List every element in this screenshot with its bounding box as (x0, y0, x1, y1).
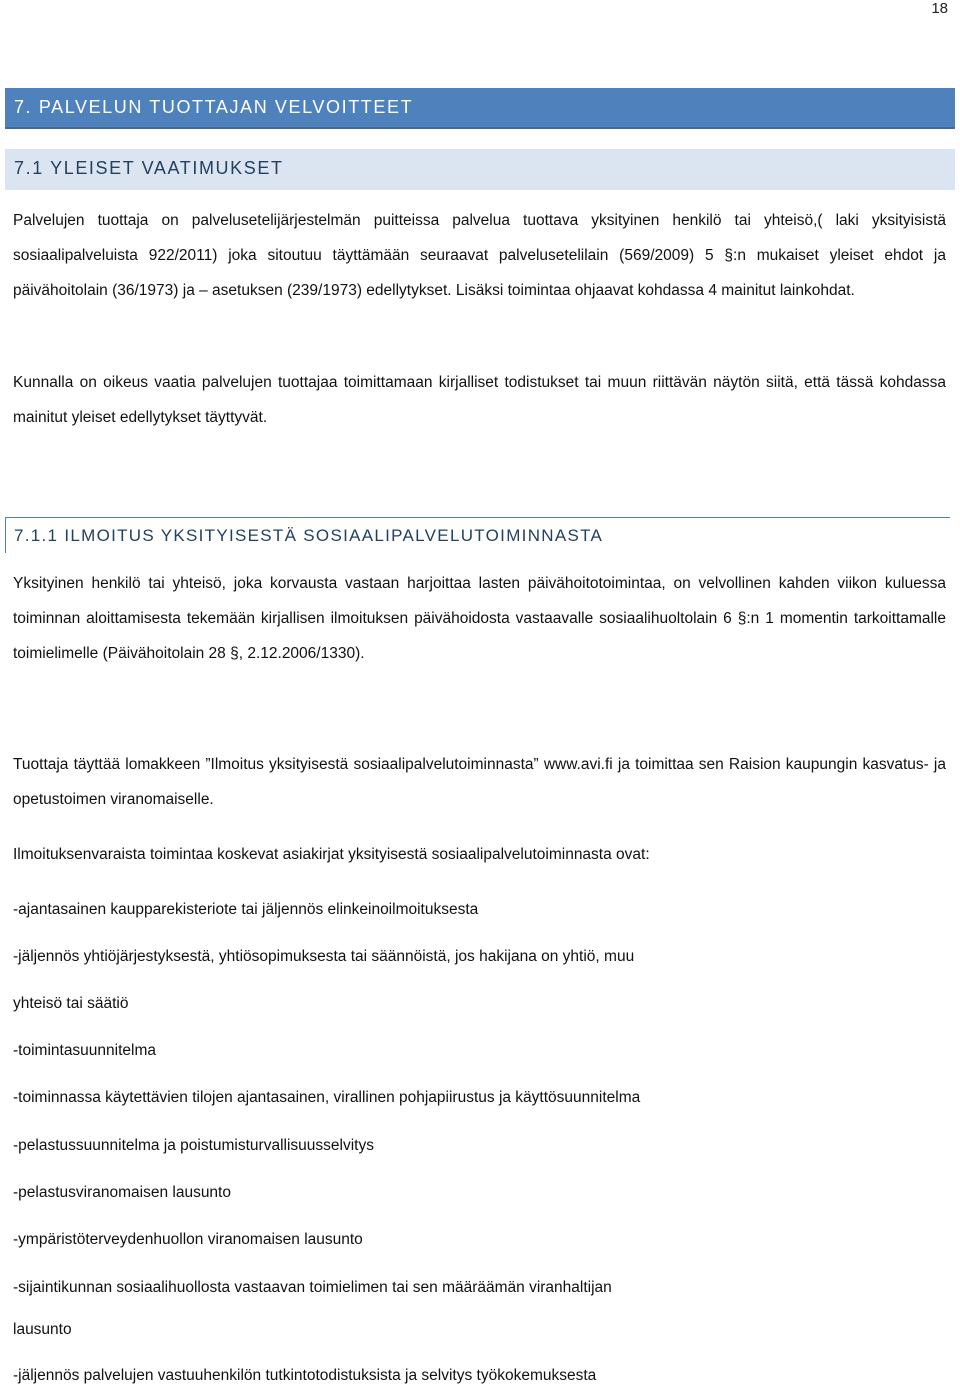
paragraph-3: Yksityinen henkilö tai yhteisö, joka korvausta vastaan harjoittaa lasten päivähoitotoimintaa, on velvollinen kahden viikon kuluessa toiminnan aloittamisesta tekemään kirjallisen ilmoituksen päivähoidosta vastaavalle sosiaalihuoltolain 6 §:n 1 momentin tarkoittamalle toimielimelle (Päivähoitolain 28 §, 2.12.2006/1330). (13, 575, 946, 662)
paragraph-2: Kunnalla on oikeus vaatia palvelujen tuottajaa toimittamaan kirjalliset todistukset tai muun riittävän näytön siitä, että tässä kohdassa mainitut yleiset edellytykset täyttyvät. (13, 374, 946, 426)
heading-3-frame (5, 517, 950, 553)
list-item: -ajantasainen kaupparekisteriote tai jäljennös elinkeinoilmoituksesta (13, 901, 479, 918)
heading-3: 7.1.1 ILMOITUS YKSITYISESTÄ SOSIAALIPALVELUTOIMINNASTA (14, 526, 604, 545)
paragraph-5: Ilmoituksenvaraista toimintaa koskevat asiakirjat yksityisestä sosiaalipalvelutoiminnasta ovat: (13, 846, 650, 863)
paragraph-1: Palvelujen tuottaja on palvelusetelijärjestelmän puitteissa palvelua tuottava yksityinen henkilö tai yhteisö,( laki yksityisistä sosiaalipalveluista 922/2011) joka sitoutuu täyttämään seuraavat palvelusetelilain (569/2009) 5 §:n mukaiset yleiset ehdot ja päivähoitolain (36/1973) ja – asetuksen (239/1973) edellytykset. Lisäksi toimintaa ohjaavat kohdassa 4 mainitut lainkohdat. (13, 212, 946, 299)
list-item: -toimintasuunnitelma (13, 1042, 157, 1059)
list-item: -jäljennös yhtiöjärjestyksestä, yhtiösopimuksesta tai säännöistä, jos hakijana on yhtiö, muu (13, 948, 635, 965)
list-item: lausunto (13, 1321, 72, 1338)
list-item: -pelastusviranomaisen lausunto (13, 1184, 231, 1201)
heading-2: 7.1 YLEISET VAATIMUKSET (14, 158, 284, 178)
list-item: -pelastussuunnitelma ja poistumisturvallisuusselvitys (13, 1137, 374, 1154)
list-item: -sijaintikunnan sosiaalihuollosta vastaavan toimielimen tai sen määräämän viranhaltijan (13, 1279, 612, 1296)
page-number: 18 (931, 0, 948, 17)
list-item: -toiminnassa käytettävien tilojen ajantasainen, virallinen pohjapiirustus ja käyttösuunnitelma (13, 1089, 641, 1106)
list-item: -jäljennös palvelujen vastuuhenkilön tutkintotodistuksista ja selvitys työkokemuksesta (13, 1367, 597, 1384)
heading-2-bar (5, 149, 955, 190)
paragraph-4: Tuottaja täyttää lomakkeen ”Ilmoitus yksityisestä sosiaalipalvelutoiminnasta” www.avi.fi ja toimittaa sen Raision kaupungin kasvatus- ja opetustoimen viranomaiselle. (13, 756, 946, 808)
list-item: yhteisö tai säätiö (13, 995, 129, 1012)
heading-1-bar (5, 88, 955, 129)
heading-1: 7. PALVELUN TUOTTAJAN VELVOITTEET (14, 97, 414, 117)
list-item: -ympäristöterveydenhuollon viranomaisen lausunto (13, 1231, 363, 1248)
